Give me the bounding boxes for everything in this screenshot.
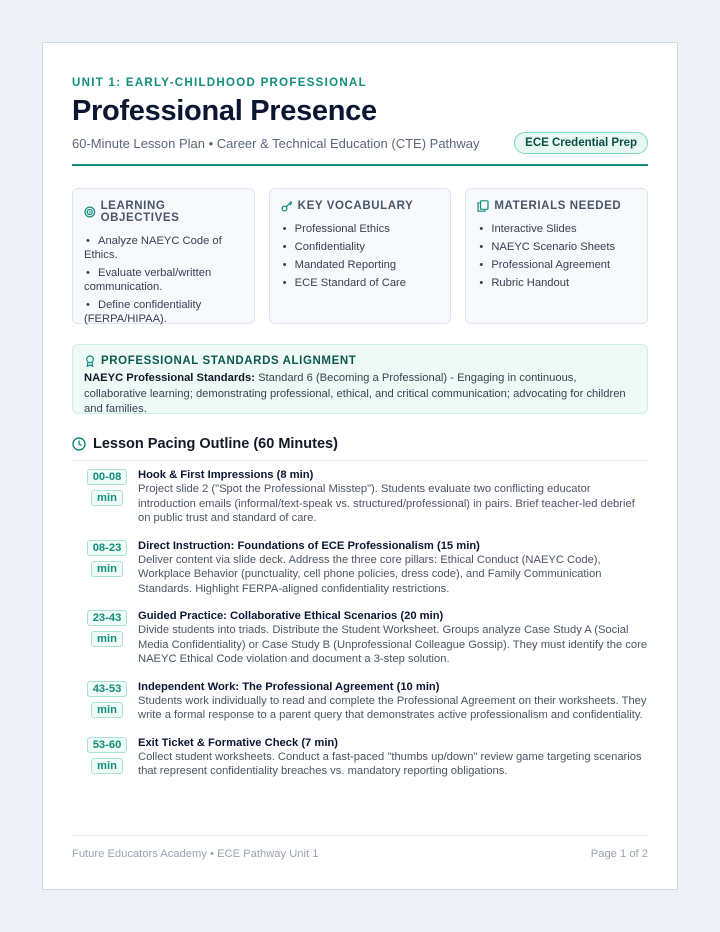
list-item: • Interactive Slides	[477, 222, 636, 236]
footer-divider	[72, 835, 648, 836]
pacing-step	[86, 469, 648, 526]
card-header	[477, 200, 636, 212]
time-range	[86, 737, 128, 779]
step-body	[138, 610, 648, 667]
list-item: • NAEYC Scenario Sheets	[477, 240, 636, 254]
card-learning-objectives	[72, 188, 255, 324]
step-description: Students work individually to read and complete the Professional Agreement on their worksheets. They write a formal response to a parent query that demonstrates active professionalism and confidentiality.	[138, 694, 647, 721]
card-title: KEY VOCABULARY	[297, 200, 414, 212]
footer-school: Future Educators Academy • ECE Pathway Unit 1	[72, 848, 319, 860]
card-materials-needed	[465, 188, 648, 324]
list-item: • Analyze NAEYC Code of Ethics.	[84, 234, 243, 262]
pacing-step	[86, 681, 648, 723]
header-divider	[72, 164, 648, 166]
overview-cards	[72, 188, 648, 324]
pacing-divider	[72, 460, 648, 461]
time-range-label: 43-53	[87, 681, 128, 697]
time-range-label: 00-08	[87, 469, 128, 485]
pacing-step	[86, 737, 648, 779]
pacing-step	[86, 540, 648, 597]
list-item: • Rubric Handout	[477, 276, 636, 290]
page-subtitle: 60-Minute Lesson Plan • Career & Technical Education (CTE) Pathway	[72, 135, 480, 151]
step-body	[138, 469, 648, 526]
target-icon	[84, 206, 96, 218]
unit-label: UNIT 1: EARLY-CHILDHOOD PROFESSIONAL	[72, 77, 367, 89]
card-title: LEARNING OBJECTIVES	[100, 200, 180, 224]
clock-icon	[72, 437, 86, 451]
step-title: Direct Instruction: Foundations of ECE Professionalism (15 min)	[138, 539, 480, 552]
subtitle-row	[72, 132, 648, 154]
vocabulary-list	[281, 222, 440, 290]
card-header	[281, 200, 440, 212]
standards-title: PROFESSIONAL STANDARDS ALIGNMENT	[101, 355, 357, 367]
time-range-label: 53-60	[87, 737, 128, 753]
standards-header	[84, 355, 636, 367]
pacing-step	[86, 610, 648, 667]
step-title: Independent Work: The Professional Agreement (10 min)	[138, 680, 440, 693]
list-item: • Mandated Reporting	[281, 258, 440, 272]
time-unit-label: min	[91, 561, 123, 577]
page-title: Professional Presence	[72, 95, 377, 127]
step-title: Guided Practice: Collaborative Ethical Scenarios (20 min)	[138, 610, 444, 622]
lesson-plan-page	[42, 42, 678, 890]
step-description: Divide students into triads. Distribute the Student Worksheet. Groups analyze Case Study A (Social Media Confidentiality) or Case Study B (Unprofessional Colleague Gossip). They must identify the core NAEYC Ethical Code violation and document a 3-step solution.	[138, 624, 648, 665]
step-body	[138, 681, 648, 723]
time-range	[86, 681, 128, 723]
page-number: Page 1 of 2	[590, 848, 648, 860]
list-item: • Professional Ethics	[281, 222, 440, 236]
time-unit-label: min	[91, 631, 123, 647]
page-footer	[72, 848, 648, 860]
card-title: MATERIALS NEEDED	[494, 200, 622, 212]
step-title: Exit Ticket & Formative Check (7 min)	[138, 736, 338, 749]
time-range	[86, 469, 128, 526]
card-header	[84, 200, 243, 224]
time-unit-label: min	[91, 490, 123, 506]
list-item: • Professional Agreement	[477, 258, 636, 272]
step-description: Collect student worksheets. Conduct a fast-paced "thumbs up/down" review game targeting scenarios that represent confidentiality breaches vs. mandatory reporting obligations.	[138, 750, 642, 777]
card-key-vocabulary	[269, 188, 452, 324]
time-unit-label: min	[91, 758, 123, 774]
copy-icon	[477, 200, 489, 212]
credential-badge: ECE Credential Prep	[514, 132, 648, 154]
time-range-label: 08-23	[87, 540, 128, 556]
list-item: • ECE Standard of Care	[281, 276, 440, 290]
time-range	[86, 540, 128, 597]
time-range	[86, 610, 128, 667]
standards-alignment-box	[72, 344, 648, 414]
time-range-label: 23-43	[87, 610, 128, 626]
objectives-list	[84, 234, 243, 326]
time-unit-label: min	[91, 702, 123, 718]
award-icon	[84, 355, 96, 367]
list-item: • Confidentiality	[281, 240, 440, 254]
pacing-header	[72, 436, 648, 452]
step-body	[138, 540, 648, 597]
standards-label: NAEYC Professional Standards:	[84, 372, 255, 384]
standards-description: Standard 6 (Becoming a Professional) - Engaging in continuous, collaborative learning; demonstrating professional, ethical, and critical communication; advocating for children and families.	[84, 372, 626, 415]
list-item: • Evaluate verbal/written communication.	[84, 266, 243, 294]
pacing-title: Lesson Pacing Outline (60 Minutes)	[93, 436, 338, 452]
key-icon	[281, 200, 293, 212]
step-description: Deliver content via slide deck. Address the three core pillars: Ethical Conduct (NAEYC Code), Workplace Behavior (punctuality, cell phone policies, dress code), and Family Communication Standards. Highlight FERPA-aligned confidentiality restrictions.	[138, 553, 602, 595]
pacing-steps	[72, 469, 648, 779]
step-description: Project slide 2 ("Spot the Professional Misstep"). Students evaluate two conflicting educator introduction emails (informal/text-speak vs. structured/professional) in pairs. Brief teacher-led debrief on public trust and standard of care.	[138, 483, 635, 524]
list-item: • Define confidentiality (FERPA/HIPAA).	[84, 298, 243, 326]
step-body	[138, 737, 648, 779]
standards-text	[84, 371, 636, 418]
step-title: Hook & First Impressions (8 min)	[138, 469, 314, 481]
materials-list	[477, 222, 636, 290]
